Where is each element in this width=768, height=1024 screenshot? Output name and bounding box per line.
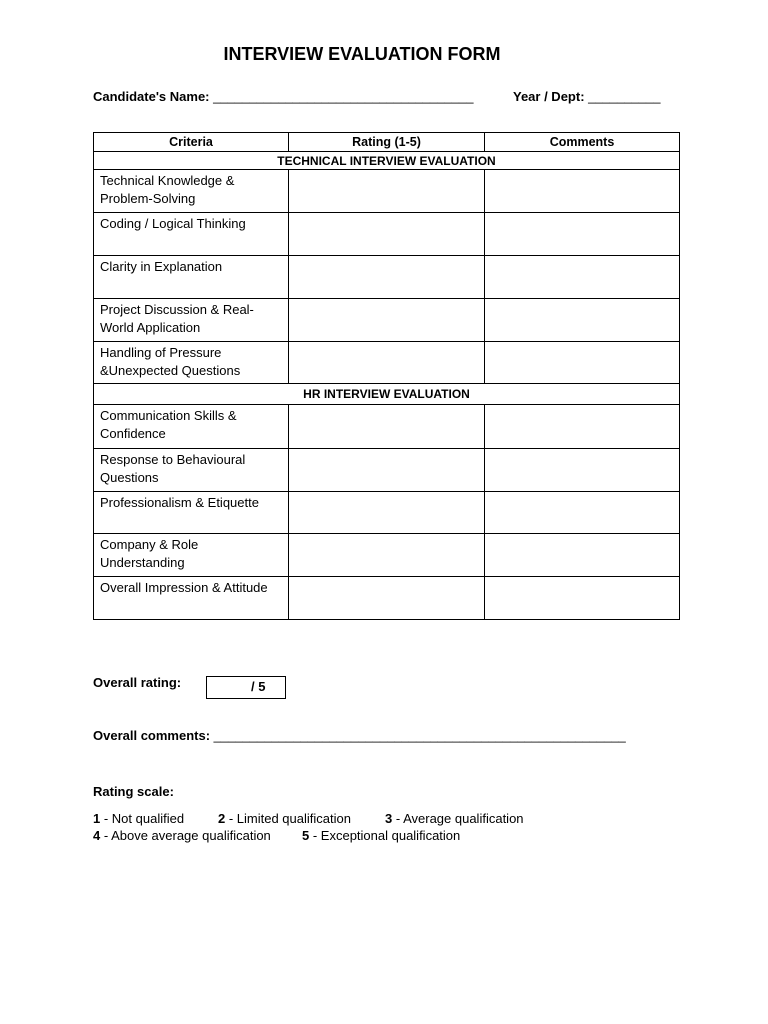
comments-cell[interactable] [485, 577, 680, 620]
criteria-cell: Communication Skills & Confidence [94, 405, 289, 449]
rating-cell[interactable] [289, 342, 485, 384]
overall-rating-label: Overall rating: [93, 675, 182, 690]
scale-number: 5 [302, 828, 310, 843]
scale-text: - Average qualification [392, 811, 524, 826]
header-rating: Rating (1-5) [289, 133, 485, 152]
rating-cell[interactable] [289, 299, 485, 342]
rating-cell[interactable] [289, 492, 485, 534]
header-criteria: Criteria [94, 133, 289, 152]
criteria-cell: Handling of Pressure &Unexpected Questions [94, 342, 289, 384]
rating-cell[interactable] [289, 534, 485, 577]
comments-cell[interactable] [485, 449, 680, 492]
comments-cell[interactable] [485, 299, 680, 342]
section-hr-title: HR INTERVIEW EVALUATION [94, 384, 680, 405]
criteria-cell: Company & Role Understanding [94, 534, 289, 577]
comments-cell[interactable] [485, 405, 680, 449]
comments-cell[interactable] [485, 213, 680, 256]
header-comments: Comments [485, 133, 680, 152]
scale-item-2 [218, 811, 351, 826]
overall-rating-suffix: / 5 [251, 679, 266, 694]
scale-text: - Exceptional qualification [309, 828, 461, 843]
rating-cell[interactable] [289, 213, 485, 256]
scale-item-5 [302, 828, 460, 843]
rating-scale-label: Rating scale: [93, 784, 174, 799]
rating-cell[interactable] [289, 577, 485, 620]
comments-cell[interactable] [485, 534, 680, 577]
overall-comments-field[interactable]: _________________________________________________________ [213, 728, 626, 743]
comments-cell[interactable] [485, 256, 680, 299]
criteria-cell: Overall Impression & Attitude [94, 577, 289, 620]
scale-text: - Above average qualification [100, 828, 271, 843]
criteria-cell: Professionalism & Etiquette [94, 492, 289, 534]
comments-cell[interactable] [485, 170, 680, 213]
criteria-cell: Technical Knowledge & Problem-Solving [94, 170, 289, 213]
scale-number: 1 [93, 811, 101, 826]
criteria-cell: Coding / Logical Thinking [94, 213, 289, 256]
form-title: INTERVIEW EVALUATION FORM [223, 44, 501, 64]
scale-item-3 [385, 811, 524, 826]
overall-rating-box[interactable] [206, 676, 286, 699]
criteria-cell: Clarity in Explanation [94, 256, 289, 299]
year-dept-row [513, 89, 660, 104]
overall-comments-label: Overall comments: [93, 728, 211, 743]
criteria-cell: Response to Behavioural Questions [94, 449, 289, 492]
scale-item-1 [93, 811, 184, 826]
scale-number: 2 [218, 811, 226, 826]
rating-cell[interactable] [289, 449, 485, 492]
comments-cell[interactable] [485, 492, 680, 534]
evaluation-table [93, 132, 680, 620]
scale-text: - Not qualified [100, 811, 185, 826]
candidate-name-field[interactable]: ____________________________________ [213, 89, 474, 104]
criteria-cell: Project Discussion & Real-World Application [94, 299, 289, 342]
year-dept-field[interactable]: __________ [588, 89, 661, 104]
candidate-name-label: Candidate's Name: [93, 89, 210, 104]
rating-cell[interactable] [289, 170, 485, 213]
comments-cell[interactable] [485, 342, 680, 384]
scale-text: - Limited qualification [225, 811, 351, 826]
year-dept-label: Year / Dept: [513, 89, 585, 104]
scale-item-4 [93, 828, 271, 843]
scale-number: 3 [385, 811, 393, 826]
rating-cell[interactable] [289, 256, 485, 299]
section-technical-title: TECHNICAL INTERVIEW EVALUATION [94, 152, 680, 170]
scale-number: 4 [93, 828, 101, 843]
rating-cell[interactable] [289, 405, 485, 449]
candidate-name-row [93, 89, 473, 104]
overall-comments-row [93, 728, 626, 743]
